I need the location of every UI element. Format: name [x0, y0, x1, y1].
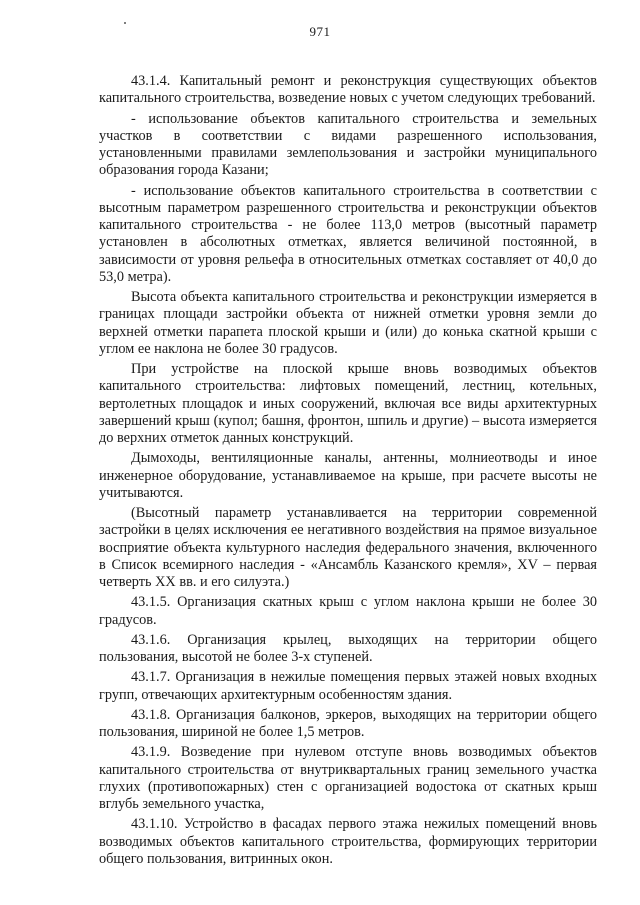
paragraph-land-use-item: - использование объектов капитального строительства и земельных участков в соответствии с видами разрешенного использования, установленными правилами землепользования и застройки муниципального образования города Казани;	[99, 110, 597, 179]
paragraph-43-1-5: 43.1.5. Организация скатных крыш с углом наклона крыши не более 30 градусов.	[99, 594, 597, 628]
paragraph-height-parameter-item: - использование объектов капитального строительства в соответствии с высотным параметром разрешенного строительства и реконструкции объектов капитального строительства - не более 113,0 метров (высотный параметр установлен в абсолютных отметках, является величиной постоянной, в зависимости от уровня рельефа в относительных отметках составляет от 40,0 до 53,0 метра).	[99, 182, 597, 285]
document-body	[99, 73, 597, 871]
paragraph-43-1-7: 43.1.7. Организация в нежилые помещения первых этажей новых входных групп, отвечающих архитектурным особенностям здания.	[99, 669, 597, 703]
paragraph-43-1-6: 43.1.6. Организация крылец, выходящих на территории общего пользования, высотой не более 3-х ступеней.	[99, 631, 597, 665]
paragraph-43-1-10: 43.1.10. Устройство в фасадах первого этажа нежилых помещений вновь возводимых объектов капитального строительства, формирующих территории общего пользования, витринных окон.	[99, 816, 597, 867]
page-number: 971	[309, 24, 331, 39]
paragraph-43-1-8: 43.1.8. Организация балконов, эркеров, выходящих на территории общего пользования, шириной не более 1,5 метров.	[99, 706, 597, 740]
paragraph-43-1-4: 43.1.4. Капитальный ремонт и реконструкция существующих объектов капитального строительства, возведение новых с учетом следующих требований.	[99, 73, 597, 107]
paragraph-height-parameter-note: (Высотный параметр устанавливается на территории современной застройки в целях исключения ее негативного воздействия на прямое визуальное восприятие объекта культурного наследия федерального значения, включенного в Список всемирного наследия - «Ансамбль Казанского кремля», XV – первая четверть XX вв. и его силуэта.)	[99, 505, 597, 590]
paragraph-flat-roof-structures: При устройстве на плоской крыше вновь возводимых объектов капитального строительства: лифтовых помещений, лестниц, котельных, вертолетных площадок и иных сооружений, включая все виды архитектурных завершений крыш (купол; башня, фронтон, шпиль и другие) – высота измеряется до верхних отметок данных конструкций.	[99, 361, 597, 446]
paragraph-43-1-9: 43.1.9. Возведение при нулевом отступе вновь возводимых объектов капитального строительства от внутриквартальных границ земельного участка глухих (противопожарных) стен с организацией водостока от скатных крыш вглубь земельного участка,	[99, 744, 597, 812]
paragraph-height-measurement: Высота объекта капитального строительства и реконструкции измеряется в границах площади застройки объекта от нижней отметки уровня земли до верхней отметки парапета плоской крыши и (или) до конька скатной крыши с углом ее наклона не более 30 градусов.	[99, 289, 597, 357]
paragraph-roof-equipment: Дымоходы, вентиляционные каналы, антенны, молниеотводы и иное инженерное оборудование, устанавливаемое на крыше, при расчете высоты не учитываются.	[99, 450, 597, 501]
